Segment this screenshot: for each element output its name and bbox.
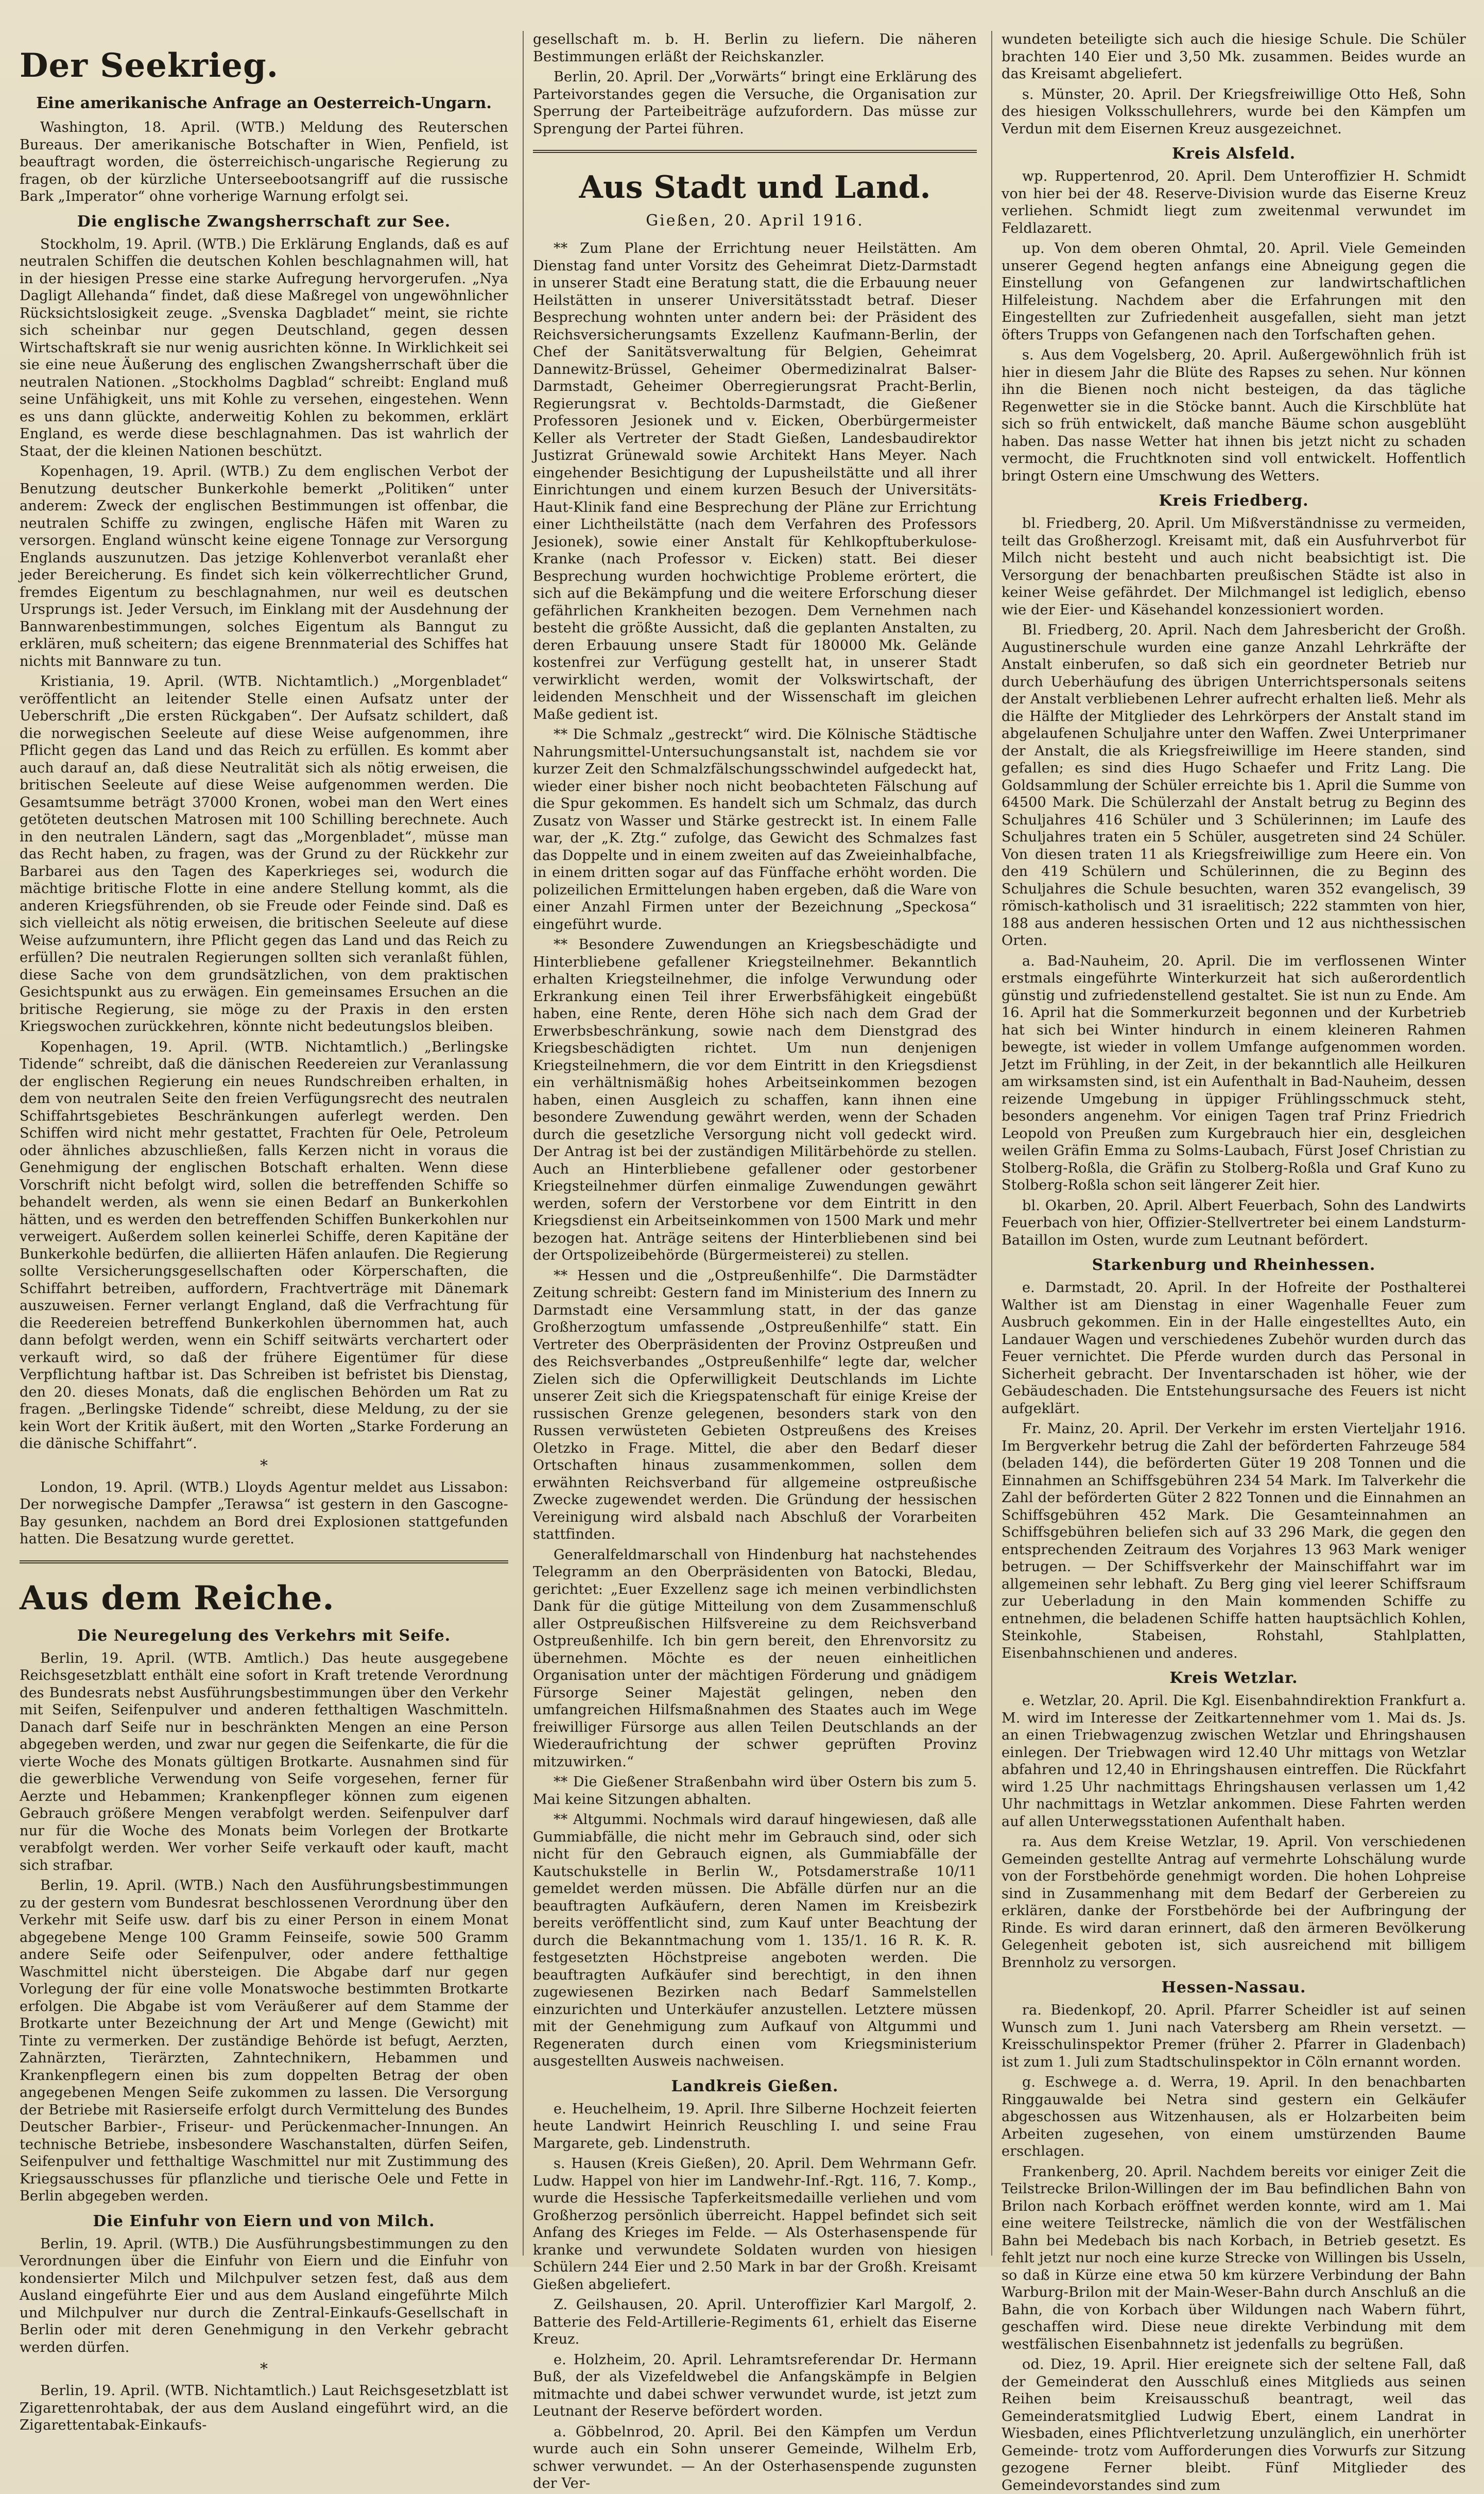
article-strassenbahn: ** Die Gießener Straßenbahn wird über Ostern bis zum 5. Mai keine Sitzungen abhalten. [533,1774,977,1808]
article-frankenberg: Frankenberg, 20. April. Nachdem bereits vor einiger Zeit die Teilstrecke Brilon-Willingen der im Bau befindlichen Bahn von Brilon nach Korbach eröffnet werden konnte, wird am 1. Mai eine weitere Teilstrecke, nämlich die von der Westfälischen Bahn bei Medebach bis nach Korbach, in Betrieb gesetzt. Es fehlt jetzt nur noch eine kurze Strecke von Willingen bis Usseln, so daß in Kürze eine etwa 50 km kürzere Verbindung der Bahn Warburg-Brilon mit der Main-Weser-Bahn durch Anschluß an die Bahn, die von Korbach über Wildungen nach Wabern führt, geschaffen wird. Diese neue direkte Verbindung mit dem westfälischen Eisenbahnnetz ist jedenfalls zu begrüßen. [1002,2163,1466,2352]
divider [20,1560,508,1563]
article-kopenhagen: Kopenhagen, 19. April. (WTB.) Zu dem englischen Verbot der Benutzung deutscher Bunkerkohle bemerkt „Politiken“ unter anderem: Zweck der englischen Bestimmungen ist offenbar, die neutralen Schiffe zu zwingen, englische Häfen mit Waren zu versorgen. England wünscht keine eigene Tonnage zur Versorgung Englands auszunutzen. Das jetzige Kohlenverbot veranlaßt eher jeder Bereicherung. Es findet sich kein völkerrechtlicher Grund, fremdes Eigentum zu beschlagnahmen, nur weil es deutschen Ursprungs ist. Jeder Versuch, im Einklang mit der Ausdehnung der Bannwarenbestimmungen, solches Eigentum als Banngut zu erklären, muß scheitern; das eigene Brennmaterial des Schiffes hat nichts mit Bannware zu tun. [20,463,508,669]
article-continued: wundeten beteiligte sich auch die hiesige Schule. Die Schüler brachten 140 Eier und 3,50 Mk. zusammen. Beides wurde an das Kreisamt abgeliefert. [1002,31,1466,82]
article-eschwege: g. Eschwege a. d. Werra, 19. April. In den benachbarten Ringgauwalde bei Netra sind gestern ein Gelkäufer abgeschossen aus Witzenhausen, als er Holzarbeiten beim Arbeiten zugesehen, von einem umstürzenden Baume erschlagen. [1002,2074,1466,2159]
subheading-kreis-friedberg: Kreis Friedberg. [1159,492,1309,510]
article-ohmtal: up. Von dem oberen Ohmtal, 20. April. Viele Gemeinden unserer Gegend hegten anfangs eine Abneigung gegen die Einstellung von Gefangenen zur landwirtschaftlichen Hilfeleistung. Nachdem aber die Erfahrungen mit den Eingestellten zur Zufriedenheit ausgefallen, sieht man jetzt öfters Trupps von Gefangenen nach den Torfschaften gehen. [1002,240,1466,343]
subheading-zwangsherrschaft: Die englische Zwangsherrschaft zur See. [77,212,451,231]
lead-anfrage: Eine amerikanische Anfrage an Oesterreich-Ungarn. [36,94,492,112]
article-zuwendungen: ** Besondere Zuwendungen an Kriegsbeschädigte und Hinterbliebene gefallener Kriegsteilnehmer. Bekanntlich erhalten Kriegsteilnehmer, die infolge Verwundung oder Erkrankung einen Teil ihrer Erwerbsfähigkeit eingebüßt haben, eine Rente, deren Höhe sich nach dem Grad der Erwerbsbeschränkung, sowie nach dem Dienstgrad des Kriegsbeschädigten richtet. Um nun denjenigen Kriegsteilnehmern, die vor dem Eintritt in den Kriegsdienst ein verhältnismäßig hohes Arbeitseinkommen bezogen haben, einen Ausgleich zu schaffen, kann ihnen eine besondere Zuwendung gewährt werden, wenn der Schaden durch die gesetzliche Versorgung nicht voll gedeckt wird. Der Antrag ist bei der zuständigen Militärbehörde zu stellen. Auch an Hinterbliebene gefallener oder gestorbener Kriegsteilnehmer dürfen einmalige Zuwendungen gewährt werden, sofern der Verstorbene vor dem Eintritt in den Kriegsdienst ein Arbeitseinkommen von 1500 Mark und mehr bezogen hat. Anträge seitens der Hinterbliebenen sind bei der Ortspolizeibehörde (Bürgermeisterei) zu stellen. [533,937,977,1263]
article-wetzlar-2: ra. Aus dem Kreise Wetzlar, 19. April. Von verschiedenen Gemeinden gestellte Antrag auf vermehrte Lohschälung wurde von der Forstbehörde genehmigt worden. Die hohen Lohpreise sind in Zusammenhang mit dem Bedarf der Gerbereien zu erklären, danke der Forstbehörde bei der Aufbringung der Rinde. Es wird daran erinnert, daß den ärmeren Bevölkerung Gelegenheit geboten ist, sich ausreichend mit billigem Brennholz zu versorgen. [1002,1834,1466,1971]
article-holzheim: e. Holzheim, 20. April. Lehramtsreferendar Dr. Hermann Buß, der als Vizefeldwebel die Anfangskämpfe in Belgien mitmachte und dabei schwer verwundet wurde, ist jetzt zum Leutnant der Reserve befördert worden. [533,2351,977,2419]
article-vogelsberg: s. Aus dem Vogelsberg, 20. April. Außergewöhnlich früh ist hier in diesem Jahr die Blüte des Rapses zu sehen. Nur können ihn die Bienen noch nicht besteigen, da das tägliche Regenwetter sie in die Stöcke bannt. Auch die Kirschblüte hat sich so früh entwickelt, daß manche Bäume schon ausgeblüht haben. Das nasse Wetter hat ihnen bis jetzt nicht zu schaden vermocht, die Fruchtknoten sind voll entwickelt. Hoffentlich bringt Ostern eine Umschwung des Wetters. [1002,347,1466,484]
article-seife-1: Berlin, 19. April. (WTB. Amtlich.) Das heute ausgegebene Reichsgesetzblatt enthält eine sofort in Kraft tretende Verordnung des Bundesrats nebst Ausführungsbestimmungen über den Verkehr mit Seifen, Seifenpulver und anderen fetthaltigen Waschmitteln. Danach darf Seife nur in beschränkten Mengen an eine Person abgegeben werden, und zwar nur gegen die Seifenkarte, die für die vierte Woche des Monats gültigen Brotkarte. Ausnahmen sind für die gewerbliche Verwendung von Seife vorgesehen, ferner für Aerzte und Hebammen; Krankenpfleger können zum eigenen Gebrauch größere Mengen verabfolgt werden. Seifenpulver darf nur für die Woche des Monats beim Vorlegen der Brotkarte verabfolgt werden. Wer vorher Seife verkauft oder kauft, macht sich strafbar. [20,1650,508,1873]
dateline: Gießen, 20. April 1916. [646,212,864,230]
subheading-hessen-nassau: Hessen-Nassau. [1161,1979,1306,1997]
article-seife-2: Berlin, 19. April. (WTB.) Nach den Ausführungsbestimmungen zu der gestern vom Bundesrat beschlossenen Verordnung über den Verkehr mit Seife usw. darf bis zu einer Person in einem Monat abgegebene Menge 100 Gramm Feinseife, sowie 500 Gramm andere Seife oder Seifenpulver, oder andere fetthaltige Waschmittel nicht übersteigen. Die Abgabe darf nur gegen Vorlegung der für eine volle Monatswoche bestimmten Brotkarte erfolgen. Die Abgabe ist vom Veräußerer auf dem Stamme der Brotkarte unter Bezeichnung der Art und Menge (Gewicht) mit Tinte zu vermerken. Der zuständige Behörde ist befugt, Aerzten, Zahnärzten, Tierärzten, Zahntechnikern, Hebammen und Krankenpflegern einen bis zum doppelten Betrag der oben angegebenen Mengen Seife zukommen zu lassen. Die Versorgung der Betriebe mit Rasierseife erfolgt durch Vermittelung des Bundes Deutscher Barbier-, Friseur- und Perückenmacher-Innungen. An technische Betriebe, insbesondere Waschanstalten, dürfen Seifen, Seifenpulver und fetthaltige Waschmittel nur mit Zustimmung des Kriegsausschusses für pflanzliche und tierische Oele und Fette in Berlin abgegeben werden. [20,1878,508,2204]
separator-star: * [260,2360,268,2378]
column-middle [523,31,986,2491]
subheading-kreis-wetzlar: Kreis Wetzlar. [1169,1669,1298,1687]
article-continued: gesellschaft m. b. H. Berlin zu liefern. Die näheren Bestimmungen erläßt der Reichskanzler. [533,31,977,65]
subheading-eier-milch: Die Einfuhr von Eiern und von Milch. [93,2212,435,2230]
subheading-landkreis-giessen: Landkreis Gießen. [671,2077,839,2095]
article-okarben: bl. Okarben, 20. April. Albert Feuerbach, Sohn des Landwirts Feuerbach von hier, Offizier-Stellvertreter bei einem Landsturm-Bataillon im Osten, wurde zum Leutnant befördert. [1002,1197,1466,1248]
article-wetzlar-1: e. Wetzlar, 20. April. Die Kgl. Eisenbahndirektion Frankfurt a. M. wird im Interesse der Zeitkartennehmer vom 1. Mai ds. Js. an einen Triebwagenzug zwischen Wetzlar und Ehringshausen einlegen. Der Triebwagen wird 12.40 Uhr mittags von Wetzlar abfahren und 12,40 in Ehringshausen eintreffen. Die Rückfahrt wird 1.25 Uhr nachmittags Ehringshausen verlassen um 1,42 Uhr nachmittags in Wetzlar ankommen. Diese Fahrten werden auf allen Unterwegsstationen Aufenthalt haben. [1002,1693,1466,1830]
heading-seekrieg: Der Seekrieg. [20,46,279,85]
article-muenster: s. Münster, 20. April. Der Kriegsfreiwillige Otto Heß, Sohn des hiesigen Volksschullehrers, wurde bei den Kämpfen um Verdun mit dem Eisernen Kreuz ausgezeichnet. [1002,86,1466,137]
article-zigarette: Berlin, 19. April. (WTB. Nichtamtlich.) Laut Reichsgesetzblatt ist Zigarettenrohtabak, der aus dem Ausland eingeführt wird, an die Zigarettentabak-Einkaufs- [20,2383,508,2433]
article-vorwaerts: Berlin, 20. April. Der „Vorwärts“ bringt eine Erklärung des Parteivorstandes gegen die Versuche, die Organisation zur Sperrung der Parteibeiträge aufzufordern. Das müsse zur Sprengung der Partei führen. [533,69,977,137]
separator-star: * [260,1456,268,1475]
heading-stadt-und-land: Aus Stadt und Land. [579,169,931,205]
article-kristiania: Kristiania, 19. April. (WTB. Nichtamtlich.) „Morgenbladet“ veröffentlicht an leitender Stelle einen Aufsatz unter der Ueberschrift „Die ersten Rückgaben“. Der Aufsatz schildert, daß die norwegischen Seeleute auf diese Weise aufgenommen, ihre Pflicht gegen das Land und das Reich zu erfüllen. Es kommt aber auch darauf an, daß diese Neutralität sich als nötig erweisen, die britischen Seeleute auf diese Weise aufgenommen werden. Die Gesamtsumme beträgt 37000 Kronen, wobei man den Wert eines getöteten deutschen Matrosen mit 100 Schilling berechnete. Auch in den neutralen Ländern, sagt das „Morgenbladet“, müsse man das Recht haben, zu fragen, was der Grund zu der Rückkehr zur Barbarei aus den Tagen des Kaperkrieges sei, wodurch die mächtige britische Flotte in eine andere Stellung kommt, als die anderen Kriegsführenden, ob sie Freude oder Feinde sind. Daß es sich vielleicht als nötig erweisen, die britischen Seeleute auf diese Weise aufzumuntern, ihre Pflicht gegen das Land und das Reich zu erfüllen? Die neutralen Regierungen sollten sich veranlaßt fühlen, diese Sache von dem grundsätzlichen, von dem praktischen Gesichtspunkt aus zu erwägen. Ein gemeinsames Ersuchen an die britische Regierung, sie möge zu der Praxis in den ersten Kriegswochen zurückkehren, könnte nicht bedeutungslos bleiben. [20,674,508,1035]
article-eier: Berlin, 19. April. (WTB.) Die Ausführungsbestimmungen zu den Verordnungen über die Einfuhr von Eiern und die Einfuhr von kondensierter Milch und Milchpulver setzen fest, daß aus dem Ausland eingeführte Eier und aus dem Ausland eingeführte Milch und Milchpulver nur durch die Zentral-Einkaufs-Gesellschaft in Berlin oder mit deren Genehmigung in den Verkehr gebracht werden dürfen. [20,2235,508,2355]
heading-aus-dem-reiche: Aus dem Reiche. [20,1578,335,1618]
article-geilshausen: Z. Geilshausen, 20. April. Unteroffizier Karl Margolf, 2. Batterie des Feld-Artillerie-Regiments 61, erhielt das Eiserne Kreuz. [533,2297,977,2347]
subheading-starkenburg: Starkenburg und Rheinhessen. [1092,1256,1376,1274]
article-goebbelnrod: a. Göbbelnrod, 20. April. Bei den Kämpfen um Verdun wurde auch ein Sohn unserer Gemeinde, Wilhelm Erb, schwer verwundet. — An der Osterhasenspende zugunsten der Ver- [533,2423,977,2491]
article-bad-nauheim: a. Bad-Nauheim, 20. April. Die im verflossenen Winter erstmals eingeführte Winterkurzeit hat sich außerordentlich günstig und zufriedenstellend gestaltet. Sie ist nun zu Ende. Am 16. April hat die Sommerkurzeit begonnen und der Kurbetrieb hat sich bei Winter hindurch in einem kleineren Rahmen bewegte, ist wieder in vollem Umfange aufgenommen worden. Jetzt im Frühling, in der Zeit, in der bekanntlich alle Heilkuren am wirksamsten sind, ist ein Aufenthalt in Bad-Nauheim, dessen reizende Umgebung in üppiger Frühlingsschmuck steht, besonders angenehm. Vor einigen Tagen traf Prinz Friedrich Leopold von Preußen zum Kurgebrauch hier ein, desgleichen weilen Gräfin Emma zu Solms-Laubach, Fürst Josef Christian zu Stolberg-Roßla, die Gräfin zu Stolberg-Roßla und Graf Kuno zu Stolberg-Roßla schon seit längerer Zeit hier. [1002,953,1466,1193]
article-washington: Washington, 18. April. (WTB.) Meldung des Reuterschen Bureaus. Der amerikanische Botschafter in Wien, Penfield, ist beauftragt worden, die österreichisch-ungarische Regierung zu fragen, ob der kürzliche Unterseebootsangriff auf die russische Bark „Imperator“ ohne vorherige Warnung erfolgt sei. [20,119,508,204]
article-altgummi: ** Altgummi. Nochmals wird darauf hingewiesen, daß alle Gummiabfälle, die nicht mehr im Gebrauch sind, oder sich nicht für den Gebrauch eignen, als Gummiabfälle der Kautschukstelle in Berlin W., Potsdamerstraße 10/11 gemeldet werden müssen. Die Abfälle dürfen nur an die beauftragten Aufkäufern, deren Namen im Kreisbezirk bereits veröffentlicht sind, zum Kauf unter Beachtung der durch die Bekanntmachung vom 1. 135/1. 16 R. K. R. festgesetzten Höchstpreise angeboten werden. Die beauftragten Aufkäufer sind berechtigt, in den ihnen zugewiesenen Bezirken nach Bedarf Sammelstellen einzurichten und Unterkäufer anzustellen. Letztere müssen mit der Genehmigung zum Aufkauf von Altgummi und Regeneraten durch einen vom Kriegsministerium ausgestellten Ausweis nachweisen. [533,1812,977,2069]
article-darmstadt: e. Darmstadt, 20. April. In der Hofreite der Posthalterei Walther ist am Dienstag in einer Wagenhalle Feuer zum Ausbruch gekommen. Ein in der Halle eingestelltes Auto, ein Landauer Wagen und verschiedenes Zubehör wurden durch das Feuer vernichtet. Die Pferde wurden durch das Personal in Sicherheit gebracht. Der Inventarschaden ist höher, wie der Gebäudeschaden. Die Entstehungsursache des Feuers ist nicht aufgeklärt. [1002,1280,1466,1417]
article-heilstaetten: ** Zum Plane der Errichtung neuer Heilstätten. Am Dienstag fand unter Vorsitz des Geheimrat Dietz-Darmstadt in unserer Stadt eine Beratung statt, die die Erbauung neuer Heilstätten in unserer Universitätsstadt betraf. Dieser Besprechung wohnten unter andern bei: der Präsident des Reichsversicherungsamts Exzellenz Kaufmann-Berlin, der Chef der Sanitätsverwaltung für Belgien, Geheimrat Dannewitz-Brüssel, Geheimer Obermedizinalrat Balser-Darmstadt, Geheimer Oberregierungsrat Pracht-Berlin, Regierungsrat v. Bechtolds-Darmstadt, die Gießener Professoren Jesionek und v. Eicken, Oberbürgermeister Keller als Vertreter der Stadt Gießen, Landesbaudirektor Justizrat Grünewald sowie Architekt Hans Meyer. Nach eingehender Besichtigung der Lupusheilstätte und all ihrer Einrichtungen und einem kurzen Besuch der Universitäts-Haut-Klinik fand eine Besprechung der Pläne zur Errichtung einer Lichtheilstätte (nach dem Verfahren des Professors Jesionek), sowie einer Anstalt für Kehlkopftuberkulose-Kranke (nach Professor v. Eicken) statt. Bei dieser Besprechung wurden hochwichtige Probleme erörtert, die sich auf die Bekämpfung und die weitere Erforschung dieser gefährlichen Krankheiten bezogen. Dem Vernehmen nach besteht die größte Aussicht, daß die geplanten Anstalten, zu deren Erbauung unsere Stadt für 180000 Mk. Gelände kostenfrei zur Verfügung gestellt hat, in unserer Stadt verwirklicht werden, womit der Volkswirtschaft, der leidenden Menschheit und der Wissenschaft im gleichen Maße gedient ist. [533,240,977,723]
article-kopenhagen-2: Kopenhagen, 19. April. (WTB. Nichtamtlich.) „Berlingske Tidende“ schreibt, daß die dänischen Reedereien zur Veranlassung der englischen Regierung ein neues Rundschreiben erhalten, in dem von neutralen Seite den freien Verfügungsrecht des neutralen Schiffahrtsgebietes Beschränkungen auferlegt werden. Den Schiffen wird nicht mehr gestattet, Frachten für Oele, Petroleum oder ähnliches abzuschließen, falls Kerzen nicht in voraus die Genehmigung der englischen Botschaft erhalten. Wenn diese Vorschrift nicht befolgt wird, sollen die betreffenden Schiffe so behandelt werden, als wenn sie einen Bedarf an Bunkerkohlen hätten, und es werden den betreffenden Schiffen Bunkerkohlen nur verweigert. Außerdem sollen keinerlei Schiffe, deren Kapitäne der Bunkerkohle bedürfen, die alliierten Häfen anlaufen. Die Regierung sollte Versicherungsgesellschaften oder Körperschaften, die Schiffahrt betreiben, auffordern, Frachtverträge mit Dänemark auszuweisen. Ferner verlangt England, daß die Verfrachtung für die Reedereien betreffend Bunkerkohlen übernommen hat, auch dann befolgt werden, wenn ein Schiff seitwärts verchartert oder verkauft wird, so daß der frühere Eigentümer für diese Verpflichtung haftbar ist. Das Schreiben ist befristet bis Dienstag, den 20. dieses Monats, daß die englischen Behörden um Rat zu fragen. „Berlingske Tidende“ schreibt, diese Meldung, zu der sie kein Wort der Kritik äußert, mit den Worten „Starke Forderung an die dänische Schiffahrt“. [20,1039,508,1452]
article-london: London, 19. April. (WTB.) Lloyds Agentur meldet aus Lissabon: Der norwegische Dampfer „Terawsa“ ist gestern in den Gascogne-Bay gesunken, nachdem an Bord drei Explosionen stattgefunden hatten. Die Besatzung wurde gerettet. [20,1479,508,1547]
article-friedberg-2: Bl. Friedberg, 20. April. Nach dem Jahresbericht der Großh. Augustinerschule wurden eine ganze Anzahl Lehrkräfte der Anstalt einberufen, so daß sich ein geordneter Betrieb nur durch Ueberhäufung des übrigen Unterrichtspersonals seitens der Anstalt verbliebenen Lehrer aufrecht erhalten ließ. Mehr als die Hälfte der Mitglieder des Lehrkörpers der Anstalt stand im abgelaufenen Schuljahre unter den Waffen. Zwei Unterprimaner der Anstalt, die als Kriegsfreiwillige im Heere standen, sind gefallen; es sind dies Hugo Schaefer und Fritz Lang. Die Goldsammlung der Schüler erreichte bis 1. April die Summe von 64500 Mark. Die Schülerzahl der Anstalt betrug zu Beginn des Schuljahres 416 Schüler und 3 Schülerinnen; im Laufe des Schuljahres traten ein 5 Schüler, ausgetreten sind 24 Schüler. Von diesen traten 11 als Kriegsfreiwillige zum Heere ein. Von den 419 Schülern und Schülerinnen, die zu Beginn des Schuljahres die Schule besuchten, waren 352 evangelisch, 39 römisch-katholisch und 31 israelitisch; 222 stammten von hier, 188 aus anderen hessischen Orten und 12 aus nichthessischen Orten. [1002,622,1466,949]
article-ruppertenrod: wp. Ruppertenrod, 20. April. Dem Unteroffizier H. Schmidt von hier bei der 48. Reserve-Division wurde das Eiserne Kreuz verliehen. Schmidt liegt zum zweitenmal verwundet im Feldlazarett. [1002,168,1466,236]
article-stockholm: Stockholm, 19. April. (WTB.) Die Erklärung Englands, daß es auf neutralen Schiffen die deutschen Kohlen beschlagnahmen will, hat in der hiesigen Presse eine starke Aufregung hervorgerufen. „Nya Dagligt Allehanda“ findet, daß diese Maßregel von ungewöhnlicher Rücksichtslosigkeit zeuge. „Svenska Dagbladet“ meint, sie richte sich scheinbar nur gegen Deutschland, gegen dessen Wirtschaftskraft sie nur wenig ausrichten könne. In Wirklichkeit sei sie eine neue Äußerung des englischen Zwangsherrschaft über die neutralen Nationen. „Stockholms Dagblad“ schreibt: England muß seine Unfähigkeit, uns mit Kohle zu versehen, eingestehen. Wenn es uns dann glückte, anderweitig Kohlen zu bekommen, erklärt England, es werde diese beschlagnahmen. Das ist wahrlich der Staat, der die kleinen Nationen beschützt. [20,236,508,459]
article-mainz: Fr. Mainz, 20. April. Der Verkehr im ersten Vierteljahr 1916. Im Bergverkehr betrug die Zahl der beförderten Fahrzeuge 584 (beladen 144), die beförderten Güter 19 208 Tonnen und die Einnahmen an Schiffsgebühren 234 54 Mark. Im Talverkehr die Zahl der beförderten Güter 2 822 Tonnen und die Einnahmen an Schiffsgebühren 452 Mark. Die Gesamteinnahmen an Schiffsgebühren beliefen sich auf 33 296 Mark, die gegen den entsprechenden Zeitraum des Vorjahres 13 963 Mark weniger betrugen. — Der Schiffsverkehr der Mainschiffahrt war im allgemeinen sehr lebhaft. Zu Berg ging viel leerer Schiffsraum zur Ueberladung in den Main kommenden Schiffe zu entnehmen, die beladenen Schiffe hatten hauptsächlich Kohlen, Steinkohle, Stabeisen, Rohstahl, Stahlplatten, Eisenbahnschienen und anderes. [1002,1421,1466,1661]
subheading-kreis-alsfeld: Kreis Alsfeld. [1171,145,1296,163]
article-friedberg-1: bl. Friedberg, 20. April. Um Mißverständnisse zu vermeiden, teilt das Großherzogl. Kreisamt mit, daß ein Ausfuhrverbot für Milch nicht besteht und auch nicht beabsichtigt ist. Die Versorgung der benachbarten preußischen Städte ist also in keiner Weise gefährdet. Der Milchmangel ist lediglich, ebenso wie der Eier- und Käsehandel konzessioniert worden. [1002,515,1466,618]
article-diez: od. Diez, 19. April. Hier ereignete sich der seltene Fall, daß der Gemeinderat den Ausschluß eines Mitglieds aus seinen Reihen beim Kreisausschuß beantragt, weil das Gemeinderatsmitglied Ludwig Ebert, einem Landrat in Wiesbaden, eines Pflichtverletzung unzulänglich, ein unerhörter Gemeinde- trotz vom Aufforderungen dies Vorwurfs zur Sitzung gezogene Ferner bleibt. Fünf Mitglieder des Gemeindevorstandes sind zum [1002,2357,1466,2493]
column-left [10,31,517,2433]
article-hausen: s. Hausen (Kreis Gießen), 20. April. Dem Wehrmann Gefr. Ludw. Happel von hier im Landwehr-Inf.-Rgt. 116, 7. Komp., wurde die Hessische Tapferkeitsmedaille verliehen und vom Großherzog persönlich überreicht. Happel befindet sich seit Anfang des Krieges im Felde. — Als Osterhasenspende für kranke und verwundete Soldaten wurden von hiesigen Schülern 244 Eier und 2.50 Mark in bar der Großh. Kreisamt Gießen abgeliefert. [533,2156,977,2293]
subheading-seife: Die Neuregelung des Verkehrs mit Seife. [77,1626,451,1645]
article-ostpreussenhilfe: ** Hessen und die „Ostpreußenhilfe“. Die Darmstädter Zeitung schreibt: Gestern fand im Ministerium des Innern zu Darmstadt eine Versammlung statt, in der das ganze Großherzogtum umfassende „Ostpreußenhilfe“ statt. Ein Vertreter des Oberpräsidenten der Provinz Ostpreußen und des Reichsverbandes „Ostpreußenhilfe“ legte dar, welcher Zielen sich die Opferwilligkeit Deutschlands im Lichte unserer Zeit sich die Kriegspatenschaft für einige Kreise der russischen Grenze gelegenen, besonders stark von den Russen verwüsteten Gebieten Ostpreußens des Kreises Oletzko in Frage. Mittel, die aber den Bedarf dieser Ortschaften hinaus zusammenkommen, sollen dem erwähnten Reichsverband für allgemeine ostpreußische Zwecke zugewendet werden. Die Gründung der hessischen Vereinigung wird alsbald nach Abschluß der Vorarbeiten stattfinden. [533,1267,977,1542]
divider [533,150,977,153]
article-heuchelheim: e. Heuchelheim, 19. April. Ihre Silberne Hochzeit feierten heute Landwirt Heinrich Reuschling I. und seine Frau Margarete, geb. Lindenstruth. [533,2101,977,2152]
article-schmalz: ** Die Schmalz „gestreckt“ wird. Die Kölnische Städtische Nahrungsmittel-Untersuchungsanstalt ist, nachdem sie vor kurzer Zeit den Schmalzfälschungsschwindel aufgedeckt hat, wieder einer bisher noch nicht beobachteten Fälschung auf die Spur gekommen. Es handelt sich um Schmalz, das durch Zusatz von Wasser und Stärke gestreckt ist. In einem Falle war, der „K. Ztg.“ zufolge, das Gewicht des Schmalzes fast das Doppelte und in einem zweiten auf das Zweieinhalbfache, in einem dritten sogar auf das Fünffache erhöht worden. Die polizeilichen Ermittelungen haben ergeben, daß die Ware von einer Anzahl Firmen unter der Bezeichnung „Speckosa“ eingeführt wurde. [533,727,977,933]
article-hindenburg: Generalfeldmarschall von Hindenburg hat nachstehendes Telegramm an den Oberpräsidenten von Batocki, Bledau, gerichtet: „Euer Exzellenz sage ich meinen verbindlichsten Dank für die gütige Mitteilung von dem Zusammenschluß aller Ostpreußischen Hilfsvereine zu dem Reichsverband Ostpreußenhilfe. Ich bin gern bereit, den Ehrenvorsitz zu übernehmen. Möchte es der neuen einheitlichen Organisation unter der mächtigen Förderung und gnädigem Fürsorge Seiner Majestät gelingen, neben den umfangreichen Hilfsmaßnahmen des Staates auch im Wege freiwilliger Fürsorge aus allen Teilen Deutschlands an der Wiederaufrichtung der schwer geprüften Provinz mitzuwirken.“ [533,1546,977,1770]
column-right [991,31,1475,2493]
article-biedenkopf: ra. Biedenkopf, 20. April. Pfarrer Scheidler ist auf seinen Wunsch zum 1. Juni nach Vatersberg am Rhein versetzt. — Kreisschulinspektor Premer (früher 2. Pfarrer in Gladenbach) ist zum 1. Juli zum Stadtschulinspektor in Cöln ernannt worden. [1002,2002,1466,2070]
